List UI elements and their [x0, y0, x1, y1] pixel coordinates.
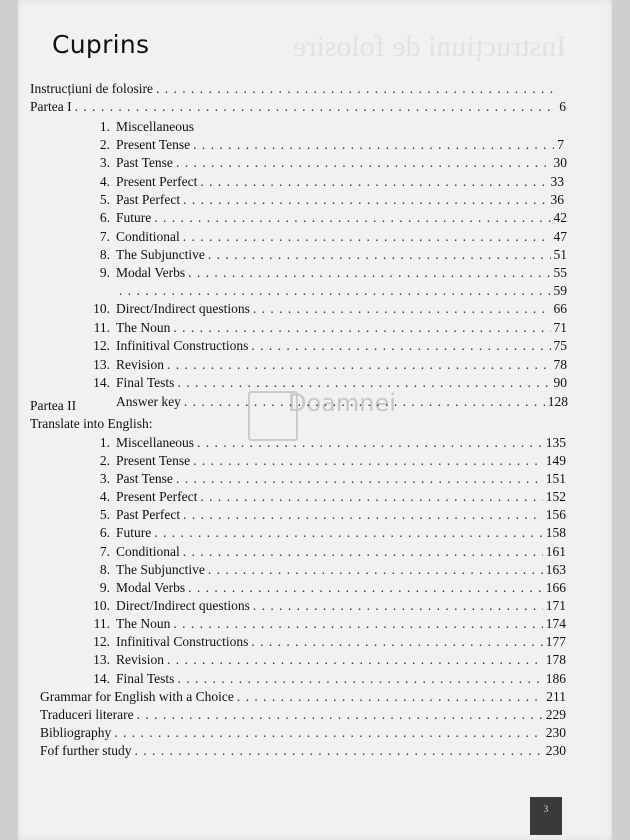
toc-page-number: 152	[545, 489, 566, 504]
watermark-text: Doamnei	[288, 389, 396, 417]
toc-entry-label: Future	[116, 210, 152, 225]
toc-page-number: 229	[545, 707, 566, 722]
toc-entry-number: 12.	[93, 634, 110, 649]
toc-entry	[88, 470, 566, 488]
toc-entry-label: Past Perfect	[116, 192, 181, 207]
toc-entry-number: 7.	[99, 229, 110, 244]
toc-entry-label: Revision	[116, 356, 165, 372]
toc-entry-number: 1.	[99, 435, 110, 450]
toc-leader-dots	[183, 543, 543, 561]
toc-entry-number: 5.	[99, 192, 110, 207]
toc-leader-dots	[176, 154, 551, 172]
toc-entry-label: Present Tense	[116, 453, 191, 468]
toc-page-number: 33	[550, 174, 564, 189]
toc-page-number: 7	[557, 137, 564, 152]
toc-entry-number: 4.	[99, 489, 110, 504]
toc-leader-dots	[114, 724, 543, 742]
toc-page-number: 211	[546, 689, 566, 704]
toc-entry-label: Fof further study	[40, 743, 132, 758]
toc-entry-label: Conditional	[116, 544, 180, 559]
toc-entry-label: Modal Verbs	[116, 580, 186, 595]
toc-page-number: 71	[553, 319, 567, 335]
toc-entry-label: Instrucțiuni de folosire	[30, 81, 153, 96]
toc-leader-dots	[193, 136, 554, 154]
toc-entry	[88, 543, 566, 561]
toc-entry	[88, 633, 566, 651]
toc-entry-label: Conditional	[116, 229, 180, 244]
toc-entry-number: 11.	[93, 319, 110, 335]
toc-entry-label: Past Tense	[116, 471, 173, 486]
toc-leader-dots	[253, 300, 551, 318]
toc-entry	[40, 724, 566, 742]
toc-entry	[88, 282, 567, 300]
toc-page-number: 66	[553, 301, 567, 316]
toc-entry-label: Bibliography	[40, 725, 112, 740]
toc-leader-dots	[75, 98, 557, 116]
toc-leader-dots	[183, 191, 547, 209]
toc-entry-number: 14.	[93, 671, 110, 686]
toc-leader-dots	[208, 561, 543, 579]
toc-entry-label: Infinitival Constructions	[116, 634, 249, 649]
toc-entry-number: 2.	[99, 453, 110, 468]
toc-entry	[88, 118, 558, 136]
toc-page-number: 161	[545, 544, 566, 559]
toc-page-number: 166	[545, 580, 566, 595]
toc-entry-label: Direct/Indirect questions	[116, 301, 250, 316]
page-number-tab: 3	[530, 797, 562, 835]
toc-entry-label: Infinitival Constructions	[116, 338, 249, 354]
toc-page-number: 178	[545, 652, 566, 667]
toc-page-number: 135	[545, 435, 566, 450]
toc-leader-dots	[173, 319, 550, 337]
toc-page-number: 156	[545, 507, 566, 522]
toc-leader-dots	[154, 524, 543, 542]
toc-leader-dots	[208, 246, 551, 264]
toc-page-number: 230	[545, 743, 566, 758]
toc-entry-number: 8.	[99, 562, 110, 577]
toc-entry	[88, 300, 567, 318]
toc-page-number: 128	[547, 394, 568, 409]
toc-page-number: 6	[559, 99, 566, 114]
toc-page-number: 230	[545, 725, 566, 740]
toc-page-number: 171	[545, 598, 566, 613]
toc-entry-label: Revision	[116, 652, 165, 667]
toc-leader-dots	[200, 173, 547, 191]
toc-entry-number: 5.	[99, 507, 110, 522]
toc-entry	[40, 706, 566, 724]
toc-entry-label: Direct/Indirect questions	[116, 598, 250, 613]
toc-leader-dots	[176, 470, 543, 488]
toc-page-number: 36	[550, 192, 564, 207]
page-title: Cuprins	[52, 30, 150, 59]
toc-leader-dots	[183, 506, 543, 524]
toc-leader-dots	[193, 452, 543, 470]
toc-entry-number: 9.	[99, 580, 110, 595]
toc-entry-label: Translate into English:	[30, 416, 153, 431]
toc-entry	[40, 742, 566, 760]
toc-entry	[88, 246, 567, 264]
toc-entry-number: 2.	[99, 137, 110, 152]
toc-entry-number: 14.	[93, 375, 110, 391]
toc-page-number: 47	[553, 229, 567, 244]
toc-page-number: 59	[553, 283, 567, 298]
book-page	[18, 0, 612, 840]
toc-entry-label: Present Perfect	[116, 489, 198, 504]
toc-leader-dots	[167, 356, 550, 374]
toc-entry	[30, 415, 278, 433]
toc-entry	[88, 524, 566, 542]
toc-entry-label: Present Perfect	[116, 174, 198, 189]
toc-leader-dots	[167, 651, 543, 669]
toc-leader-dots	[156, 80, 559, 98]
toc-leader-dots	[173, 615, 542, 633]
toc-entry-label: The Subjunctive	[116, 562, 205, 577]
toc-entry	[88, 670, 566, 688]
toc-entry	[88, 597, 566, 615]
toc-leader-dots	[237, 688, 543, 706]
toc-leader-dots	[135, 742, 543, 760]
toc-entry-number: 6.	[99, 525, 110, 540]
toc-page-number: 42	[553, 210, 567, 225]
toc-page-number: 55	[553, 265, 567, 280]
toc-entry-label: Miscellaneous	[116, 119, 194, 134]
toc-leader-dots	[251, 633, 542, 651]
toc-leader-dots	[177, 670, 542, 688]
toc-entry-number: 10.	[93, 301, 110, 316]
toc-leader-dots	[251, 337, 550, 355]
toc-entry	[30, 98, 566, 116]
toc-entry-number: 13.	[93, 652, 110, 667]
toc-entry-label: Traduceri literare	[40, 707, 134, 722]
toc-entry	[88, 191, 564, 209]
toc-page-number: 75	[553, 338, 567, 354]
toc-entry	[40, 688, 566, 706]
toc-entry	[30, 80, 562, 98]
toc-entry	[30, 397, 278, 415]
toc-entry	[88, 228, 567, 246]
toc-page-number: 177	[545, 634, 566, 649]
toc-leader-dots	[253, 597, 543, 615]
toc-entry-label: Modal Verbs	[116, 265, 186, 280]
toc-entry	[88, 319, 567, 337]
toc-entry	[88, 173, 564, 191]
show-through-heading: Instrucțiuni de folosire	[292, 30, 566, 63]
toc-entry	[88, 356, 567, 374]
toc-entry-label: Partea I	[30, 99, 72, 114]
toc-entry-label: Partea II	[30, 398, 77, 413]
toc-entry-label: The Noun	[116, 616, 171, 631]
toc-entry-label: The Noun	[116, 319, 171, 335]
table-of-contents	[18, 0, 612, 840]
toc-entry-number: 11.	[93, 616, 110, 631]
toc-entry	[88, 579, 566, 597]
toc-leader-dots	[197, 434, 543, 452]
toc-leader-dots	[183, 228, 551, 246]
toc-leader-dots	[137, 706, 543, 724]
toc-entry-label: Final Tests	[116, 671, 175, 686]
toc-page-number: 151	[545, 471, 566, 486]
toc-entry-label: Past Perfect	[116, 507, 181, 522]
toc-leader-dots	[200, 488, 542, 506]
toc-page-number: 78	[553, 356, 567, 372]
toc-entry	[88, 452, 566, 470]
toc-entry	[88, 337, 567, 355]
toc-entry	[88, 136, 564, 154]
toc-entry-label: Grammar for English with a Choice	[40, 689, 234, 704]
toc-leader-dots	[188, 579, 543, 597]
toc-entry-label: Final Tests	[116, 375, 175, 391]
toc-page-number: 30	[553, 155, 567, 170]
toc-entry-label: Present Tense	[116, 137, 191, 152]
toc-entry-number: 10.	[93, 598, 110, 613]
toc-page-number: 174	[545, 616, 566, 631]
toc-entry	[88, 264, 567, 282]
toc-entry-number: 8.	[99, 247, 110, 262]
toc-entry	[88, 651, 566, 669]
toc-entry-number: 12.	[93, 338, 110, 354]
toc-page-number: 163	[545, 562, 566, 577]
toc-entry-number: 7.	[99, 544, 110, 559]
toc-entry	[88, 488, 566, 506]
toc-page-number: 186	[545, 671, 566, 686]
toc-page-number: 158	[545, 525, 566, 540]
toc-entry-label: Miscellaneous	[116, 435, 194, 450]
toc-leader-dots	[154, 209, 550, 227]
toc-entry	[88, 154, 567, 172]
toc-entry-number: 6.	[99, 210, 110, 225]
toc-page-number: 90	[553, 375, 567, 391]
toc-leader-dots	[188, 264, 550, 282]
toc-entry-number: 13.	[93, 356, 110, 372]
toc-entry-number: 4.	[99, 174, 110, 189]
toc-entry	[88, 374, 567, 392]
toc-entry	[88, 561, 566, 579]
toc-page-number: 51	[553, 247, 567, 262]
toc-entry	[88, 506, 566, 524]
toc-leader-dots	[119, 282, 551, 300]
toc-entry-label: Future	[116, 525, 152, 540]
toc-entry-label: The Subjunctive	[116, 247, 205, 262]
toc-entry-number: 1.	[99, 119, 110, 134]
toc-entry-number: 3.	[99, 471, 110, 486]
toc-entry-number: 3.	[99, 155, 110, 170]
toc-entry-label: Past Tense	[116, 155, 173, 170]
toc-entry-label: Answer key	[116, 394, 181, 409]
toc-entry	[88, 615, 566, 633]
toc-entry	[88, 209, 567, 227]
toc-leader-dots	[177, 374, 550, 392]
toc-entry	[88, 434, 566, 452]
toc-page-number: 149	[545, 453, 566, 468]
toc-entry-number: 9.	[99, 265, 110, 280]
